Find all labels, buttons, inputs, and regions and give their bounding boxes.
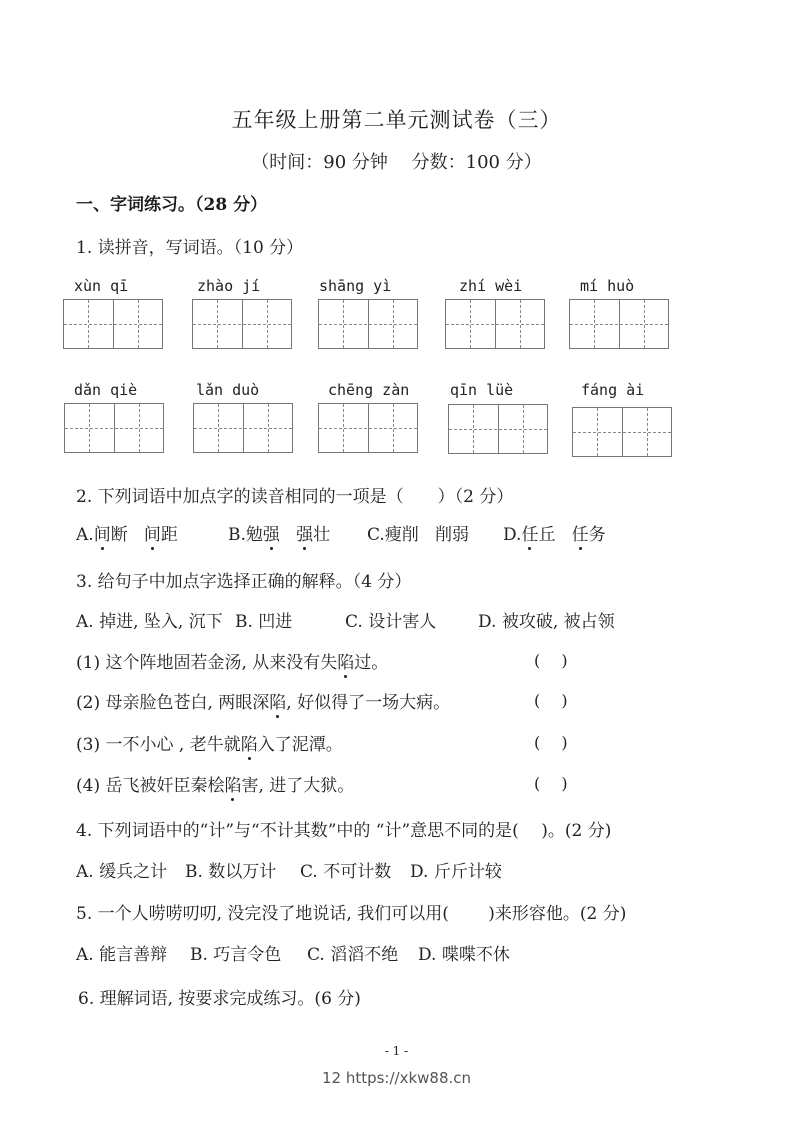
word-text: 瘦削 bbox=[384, 525, 419, 545]
writing-grid[interactable] bbox=[63, 299, 163, 349]
option-d bbox=[503, 520, 606, 545]
word-text: 断 bbox=[110, 525, 128, 545]
answer-blank[interactable]: ( ) bbox=[534, 651, 568, 670]
dotted-char: 任 bbox=[572, 520, 589, 545]
pinyin-label: shāng yì bbox=[319, 277, 392, 295]
sentence-text: (4) 岳飞被奸臣秦桧 bbox=[76, 776, 225, 796]
option-b: B. 数以万计 bbox=[185, 862, 277, 882]
option-d: D. 斤斤计较 bbox=[410, 862, 502, 882]
option-label: A. bbox=[76, 525, 94, 545]
sentence-text: 害, 进了大狱。 bbox=[241, 776, 355, 796]
writing-grid[interactable] bbox=[445, 299, 545, 349]
writing-grid[interactable] bbox=[572, 407, 672, 457]
pinyin-label: fáng ài bbox=[581, 381, 645, 399]
exam-info: （时间：90 分钟 分数：100 分） bbox=[251, 152, 542, 173]
writing-grid[interactable] bbox=[318, 299, 418, 349]
option-a: A. 能言善辩 bbox=[76, 945, 168, 965]
sub-question-4 bbox=[76, 771, 354, 796]
sub-question-3 bbox=[76, 730, 343, 755]
option-a: A. 掉进, 坠入, 沉下 bbox=[76, 612, 223, 632]
option-b: B. 巧言令色 bbox=[190, 945, 282, 965]
option-a bbox=[76, 520, 178, 545]
dotted-char: 陷 bbox=[224, 771, 241, 796]
word-text: 勉 bbox=[245, 525, 263, 545]
dotted-char: 任 bbox=[521, 520, 538, 545]
question-1-prompt: 1. 读拼音，写词语。（10 分） bbox=[76, 238, 304, 258]
pinyin-label: zhí wèi bbox=[459, 277, 523, 295]
writing-grid[interactable] bbox=[193, 403, 293, 453]
sentence-text: (2) 母亲脸色苍白, 两眼深 bbox=[76, 693, 270, 713]
answer-blank[interactable]: ( ) bbox=[534, 774, 568, 793]
sentence-text: 过。 bbox=[354, 653, 389, 673]
writing-grid[interactable] bbox=[64, 403, 164, 453]
option-d: D. 喋喋不休 bbox=[418, 945, 510, 965]
word-text: 削弱 bbox=[435, 525, 470, 545]
answer-blank[interactable]: ( ) bbox=[534, 733, 568, 752]
writing-grid[interactable] bbox=[448, 404, 548, 454]
pinyin-label: qīn lüè bbox=[450, 381, 514, 399]
question-5-prompt: 5. 一个人唠唠叨叨, 没完没了地说话, 我们可以用( )来形容他。(2 分) bbox=[76, 904, 627, 924]
option-b bbox=[228, 520, 330, 545]
option-label: C. bbox=[367, 525, 385, 545]
dotted-char: 间 bbox=[94, 520, 111, 545]
dotted-char: 陷 bbox=[269, 688, 286, 713]
writing-grid[interactable] bbox=[569, 299, 669, 349]
option-c: C. 不可计数 bbox=[300, 862, 392, 882]
sentence-text: , 好似得了一场大病。 bbox=[286, 693, 451, 713]
pinyin-label: mí huò bbox=[580, 277, 635, 295]
dotted-char: 强 bbox=[296, 520, 313, 545]
option-label: D. bbox=[503, 525, 522, 545]
question-2-prompt: 2. 下列词语中加点字的读音相同的一项是（ ）（2 分） bbox=[76, 487, 514, 507]
option-label: B. bbox=[228, 525, 246, 545]
word-text: 壮 bbox=[313, 525, 331, 545]
dotted-char: 陷 bbox=[241, 730, 258, 755]
option-d: D. 被攻破, 被占领 bbox=[478, 612, 615, 632]
writing-grid[interactable] bbox=[192, 299, 292, 349]
option-c bbox=[367, 520, 469, 545]
answer-blank[interactable]: ( ) bbox=[534, 691, 568, 710]
page-title: 五年级上册第二单元测试卷（三） bbox=[231, 108, 562, 132]
section-heading-1: 一、字词练习。（28 分） bbox=[76, 195, 268, 215]
writing-grid[interactable] bbox=[318, 403, 418, 453]
word-text: 务 bbox=[588, 525, 606, 545]
word-text: 距 bbox=[160, 525, 178, 545]
dotted-char: 强 bbox=[263, 520, 280, 545]
pinyin-label: dǎn qiè bbox=[74, 381, 138, 399]
option-a: A. 缓兵之计 bbox=[76, 862, 168, 882]
dotted-char: 陷 bbox=[337, 648, 354, 673]
question-3-prompt: 3. 给句子中加点字选择正确的解释。（4 分） bbox=[76, 572, 412, 592]
sentence-text: 入了泥潭。 bbox=[257, 735, 343, 755]
pinyin-label: zhào jí bbox=[197, 277, 261, 295]
pinyin-label: xùn qī bbox=[74, 277, 129, 295]
sentence-text: (3) 一不小心 , 老牛就 bbox=[76, 735, 241, 755]
sub-question-1 bbox=[76, 648, 388, 673]
page-number: - 1 - bbox=[384, 1044, 409, 1058]
sub-question-2 bbox=[76, 688, 450, 713]
question-6-prompt: 6. 理解词语, 按要求完成练习。(6 分) bbox=[78, 989, 361, 1009]
sentence-text: (1) 这个阵地固若金汤, 从来没有失 bbox=[76, 653, 338, 673]
word-text: 丘 bbox=[538, 525, 556, 545]
dotted-char: 间 bbox=[144, 520, 161, 545]
pinyin-label: chēng zàn bbox=[328, 381, 410, 399]
option-c: C. 滔滔不绝 bbox=[307, 945, 399, 965]
pinyin-label: lǎn duò bbox=[196, 381, 260, 399]
option-c: C. 设计害人 bbox=[345, 612, 437, 632]
watermark: 12 https://xkw88.cn bbox=[321, 1069, 472, 1087]
option-b: B. 凹进 bbox=[235, 612, 293, 632]
question-4-prompt: 4. 下列词语中的“计”与“不计其数”中的 “计”意思不同的是( )。(2 分) bbox=[76, 821, 612, 841]
